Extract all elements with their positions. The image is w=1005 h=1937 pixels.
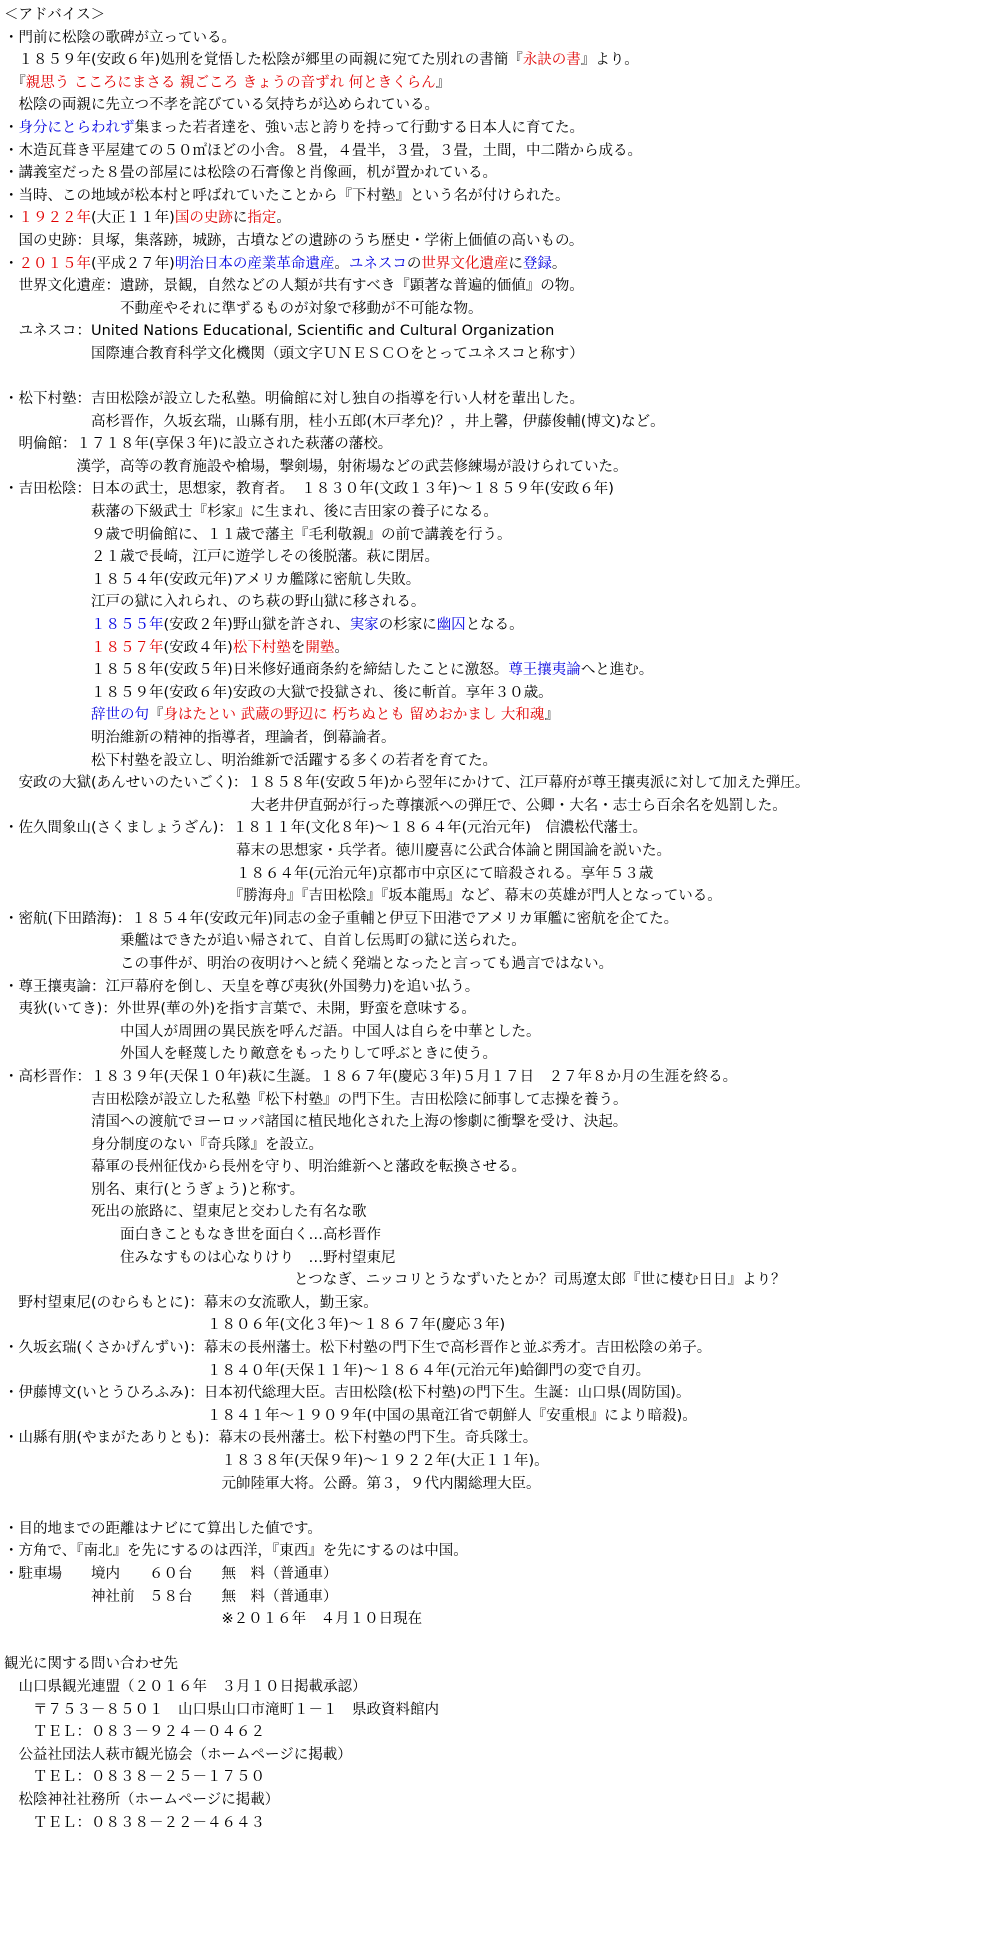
text-segment: 中国人が周囲の異民族を呼んだ語。中国人は自らを中華とした。 (4, 1023, 541, 1040)
text-segment: 夷狄(いてき)：外世界(華の外)を指す言葉で、未開，野蛮を意味する。 (4, 1001, 476, 1018)
text-segment: 。 (276, 210, 291, 227)
text-segment: ＴＥＬ：０８３８－２２－４６４３ (4, 1814, 265, 1831)
text-segment: に (508, 255, 523, 272)
text-segment: 』より。 (580, 52, 639, 69)
text-line (4, 1111, 999, 1134)
highlight-blue: 実家 (349, 617, 379, 634)
text-segment: を (290, 639, 306, 656)
text-line (4, 659, 999, 682)
highlight-red: 身はたとい 武蔵の野辺に 朽ちぬとも 留めおかまし 大和魂 (163, 707, 545, 724)
highlight-blue: 登録 (522, 255, 552, 272)
blank-line (4, 366, 999, 389)
advice-lines (4, 27, 999, 1835)
text-segment: 『 (149, 707, 164, 724)
text-segment: この事件が、明治の夜明けへと続く発端となったと言っても過言ではない。 (4, 955, 613, 972)
text-line (4, 275, 999, 298)
text-segment: 吉田松陰が設立した私塾『松下村塾』の門下生。吉田松陰に師事して志操を養う。 (4, 1091, 628, 1108)
text-line (4, 1043, 999, 1066)
text-segment: 。 (551, 255, 567, 272)
text-line (4, 1382, 999, 1405)
text-line (4, 704, 999, 727)
text-segment: ・ (4, 119, 19, 136)
text-segment: １８４０年(天保１１年)～１８６４年(元治元年)蛤御門の変で自刃。 (4, 1362, 651, 1379)
text-line (4, 727, 999, 750)
text-segment: ＴＥＬ：０８３８－２５－１７５０ (4, 1769, 265, 1786)
text-line (4, 501, 999, 524)
advice-document (4, 4, 999, 1834)
text-line (4, 637, 999, 660)
text-segment: １８０６年(文化３年)～１８６７年(慶応３年) (4, 1317, 506, 1334)
highlight-blue: １８５５年 (91, 617, 164, 634)
text-segment: 高杉晋作，久坂玄瑞，山縣有朋，桂小五郎(木戸孝允)？，井上馨，伊藤俊輔(博文)など。 (4, 413, 665, 430)
text-segment: ・松下村塾：吉田松陰が設立した私塾。明倫館に対し独自の指導を行い人材を輩出した。 (4, 391, 584, 408)
text-segment: 住みなすものは心なりけり …野村望東尼 (4, 1249, 396, 1266)
highlight-red: 親思う こころにまさる 親ごころ きょうの音ずれ 何ときくらん (25, 74, 436, 91)
text-segment: 野村望東尼(のむらもとに)：幕末の女流歌人，勤王家。 (4, 1294, 378, 1311)
text-segment: の (406, 255, 422, 272)
text-segment (4, 617, 91, 633)
text-line (4, 1812, 999, 1835)
text-line (4, 1744, 999, 1767)
text-line (4, 320, 999, 343)
text-segment: (平成２７年) (91, 255, 175, 272)
blank-line (4, 1495, 999, 1518)
text-segment: の杉家に (378, 617, 437, 634)
text-line (4, 998, 999, 1021)
highlight-blue: 幽囚 (436, 617, 466, 634)
text-line (4, 772, 999, 795)
text-line (4, 1066, 999, 1089)
highlight-blue: 身分にとらわれず (18, 119, 135, 136)
text-line (4, 546, 999, 569)
text-segment: 神社前 ５８台 無 料（普通車） (4, 1588, 338, 1605)
text-line (4, 72, 999, 95)
text-line (4, 1247, 999, 1270)
text-segment: 国際連合教育科学文化機関（頭文字ＵＮＥＳＣＯをとってユネスコと称す） (4, 345, 584, 362)
text-line (4, 343, 999, 366)
text-segment: ・尊王攘夷論：江戸幕府を倒し、天皇を尊び夷狄(外国勢力)を追い払う。 (4, 978, 480, 995)
text-segment: ・伊藤博文(いとうひろふみ)：日本初代総理大臣。吉田松陰(松下村塾)の門下生。生誕：山口県(周防国)。 (4, 1385, 691, 1402)
text-line (4, 253, 999, 276)
text-line (4, 1134, 999, 1157)
text-segment: 漢学，高等の教育施設や槍場，撃剣場，射術場などの武芸修練場が設けられていた。 (4, 458, 628, 475)
text-segment: 清国への渡航でヨーロッパ諸国に植民地化された上海の惨劇に衝撃を受け、決起。 (4, 1114, 628, 1131)
text-line (4, 298, 999, 321)
text-segment: 明治維新の精神的指導者，理論者，倒幕論者。 (4, 730, 396, 746)
text-segment: 公益社団法人萩市観光協会（ホームページに掲載） (4, 1746, 352, 1763)
text-segment: ２１歳で長崎，江戸に遊学しその後脱藩。萩に閉居。 (4, 549, 439, 566)
text-line (4, 1405, 999, 1428)
text-segment: ・門前に松陰の歌碑が立っている。 (4, 29, 236, 46)
text-line (4, 478, 999, 501)
text-segment: 身分制度のない『奇兵隊』を設立。 (4, 1136, 323, 1153)
text-segment: １８５４年(安政元年)アメリカ艦隊に密航し失敗。 (4, 571, 421, 588)
text-segment: 江戸の獄に入れられ、のち萩の野山獄に移される。 (4, 594, 426, 611)
text-line (4, 1766, 999, 1789)
text-segment: １８６４年(元治元年)京都市中京区にて暗殺される。享年５３歳 (4, 865, 654, 882)
text-segment: 元帥陸軍大将。公爵。第３，９代内閣総理大臣。 (4, 1475, 541, 1492)
text-segment: ・佐久間象山(さくましょうざん)：１８１１年(文化８年)～１８６４年(元治元年) 信濃松代藩士。 (4, 820, 647, 837)
text-line (4, 614, 999, 637)
text-line (4, 1789, 999, 1812)
text-line (4, 795, 999, 818)
text-segment: ・ (4, 210, 19, 227)
text-line (4, 162, 999, 185)
text-segment: １８５８年(安政５年)日米修好通商条約を締結したことに激怒。 (4, 662, 509, 679)
highlight-red: 開塾 (305, 639, 335, 656)
text-segment: 。 (334, 255, 349, 272)
text-line (4, 1699, 999, 1722)
text-line (4, 1224, 999, 1247)
text-segment: 乗艦はできたが追い帰されて、自首し伝馬町の獄に送られた。 (4, 933, 526, 950)
text-line (4, 117, 999, 140)
text-segment: １８３８年(天保９年)～１９２２年(大正１１年)。 (4, 1453, 549, 1469)
text-segment (4, 640, 91, 656)
highlight-red: 松下村塾 (232, 639, 291, 656)
text-line (4, 1586, 999, 1609)
text-line (4, 1314, 999, 1337)
text-segment: (大正１１年) (91, 210, 175, 227)
text-segment: となる。 (465, 617, 524, 634)
text-segment: 幕末の思想家・兵学者。徳川慶喜に公武合体論と開国論を説いた。 (4, 842, 671, 859)
text-line (4, 750, 999, 773)
text-segment: ・高杉晋作：１８３９年(天保１０年)萩に生誕。１８６７年(慶応３年)５月１７日 ２７年８か月の生涯を終る。 (4, 1068, 738, 1085)
text-segment: 安政の大獄(あんせいのたいごく)：１８５８年(安政５年)から翌年にかけて、江戸幕府が尊王攘夷派に対して加えた弾圧。 (4, 775, 810, 792)
text-line (4, 1179, 999, 1202)
text-segment: １８４１年～１９０９年(中国の黒竜江省で朝鮮人『安重根』により暗殺)。 (4, 1407, 697, 1424)
text-segment: ＴＥＬ：０８３－９２４－０４６２ (4, 1724, 265, 1741)
text-line (4, 817, 999, 840)
text-line (4, 49, 999, 72)
text-segment: 〒７５３－８５０１ 山口県山口市滝町１－１ 県政資料館内 (4, 1701, 439, 1718)
text-line (4, 885, 999, 908)
text-line (4, 1360, 999, 1383)
text-segment: に (232, 210, 248, 227)
text-line (4, 1563, 999, 1586)
text-segment: ・吉田松陰：日本の武士，思想家，教育者。 １８３０年(文政１３年)～１８５９年(安政６年) (4, 481, 614, 498)
text-line (4, 411, 999, 434)
text-line (4, 1450, 999, 1473)
text-line (4, 1201, 999, 1224)
text-line (4, 456, 999, 479)
text-line (4, 840, 999, 863)
text-line (4, 185, 999, 208)
text-segment: 面白きこともなき世を面白く…高杉晋作 (4, 1227, 381, 1244)
text-line (4, 388, 999, 411)
text-line (4, 1608, 999, 1631)
text-segment: 松陰神社社務所（ホームページに掲載） (4, 1791, 280, 1808)
text-segment: ・密航(下田踏海)：１８５４年(安政元年)同志の金子重輔と伊豆下田港でアメリカ軍艦に密航を企てた。 (4, 910, 679, 927)
highlight-red: 永訣の書 (522, 52, 581, 69)
text-line (4, 908, 999, 931)
text-segment (4, 707, 91, 723)
text-segment: 集まった若者達を、強い志と誇りを持って行動する日本人に育てた。 (134, 119, 584, 136)
text-segment: 松下村塾を設立し、明治維新で活躍する多くの若者を育てた。 (4, 752, 497, 769)
text-segment: ・目的地までの距離はナビにて算出した値です。 (4, 1520, 322, 1537)
text-segment: とつなぎ、ニッコリとうなずいたとか？司馬遼太郎『世に棲む日日』より？ (4, 1272, 786, 1289)
text-segment: ・方角で、『南北』を先にするのは西洋，『東西』を先にするのは中国。 (4, 1543, 468, 1560)
text-segment: ９歳で明倫館に、１１歳で藩主『毛利敬親』の前で講義を行う。 (4, 526, 512, 543)
text-line (4, 1721, 999, 1744)
text-line (4, 1292, 999, 1315)
text-segment: ・駐車場 境内 ６０台 無 料（普通車） (4, 1565, 338, 1582)
highlight-red: 世界文化遺産 (421, 255, 509, 272)
text-segment: 萩藩の下級武士『杉家』に生まれ、後に吉田家の養子になる。 (4, 504, 498, 521)
text-segment: １８５９年(安政６年)安政の大獄で投獄され、後に斬首。享年３０歳。 (4, 684, 553, 701)
highlight-red: 指定 (247, 210, 277, 227)
text-line (4, 1473, 999, 1496)
highlight-red: 国の史跡 (174, 210, 233, 227)
text-segment: 世界文化遺産：遺跡，景観，自然などの人類が共有すべき『顕著な普遍的価値』の物。 (4, 278, 584, 295)
text-segment: ※２０１６年 ４月１０日現在 (4, 1611, 423, 1628)
text-segment: ・講義室だった８畳の部屋には松陰の石膏像と肖像画，机が置かれている。 (4, 165, 497, 182)
highlight-red: ２０１５年 (18, 255, 91, 272)
text-line (4, 953, 999, 976)
text-segment: 死出の旅路に、望東尼と交わした有名な歌 (4, 1204, 367, 1221)
text-segment: 『勝海舟』『吉田松陰』『坂本龍馬』など、幕末の英雄が門人となっている。 (4, 888, 722, 905)
highlight-red: １８５７年 (91, 639, 164, 656)
text-line (4, 682, 999, 705)
text-line (4, 27, 999, 50)
text-line (4, 863, 999, 886)
text-line (4, 930, 999, 953)
highlight-blue: 尊王攘夷論 (508, 662, 581, 679)
text-segment: 外国人を軽蔑したり敵意をもったりして呼ぶときに使う。 (4, 1046, 497, 1063)
blank-line (4, 1631, 999, 1654)
text-line (4, 207, 999, 230)
text-segment: 大老井伊直弼が行った尊攘派への弾圧で、公卿・大名・志士ら百余名を処罰した。 (4, 797, 787, 814)
text-line (4, 1653, 999, 1676)
text-segment: 。 (334, 639, 349, 656)
text-segment: １８５９年(安政６年)処刑を覚悟した松陰が郷里の両親に宛てた別れの書簡『 (4, 52, 523, 69)
text-segment: 幕軍の長州征伐から長州を守り、明治維新へと藩政を転換させる。 (4, 1159, 526, 1176)
text-segment: 観光に関する問い合わせ先 (4, 1656, 178, 1673)
text-line (4, 140, 999, 163)
text-line (4, 1269, 999, 1292)
text-segment: (安政２年)野山獄を許され、 (163, 617, 350, 634)
text-segment: 国の史跡：貝塚，集落跡，城跡，古墳などの遺跡のうち歴史・学術上価値の高いもの。 (4, 232, 584, 249)
text-segment: (安政４年) (163, 639, 233, 656)
text-segment: ・木造瓦葺き平屋建ての５０㎡ほどの小舎。８畳，４畳半，３畳，３畳，土間，中二階から成る。 (4, 142, 642, 159)
text-line (4, 1337, 999, 1360)
text-line (4, 591, 999, 614)
text-line (4, 1518, 999, 1541)
text-segment: 』 (544, 707, 559, 724)
text-segment: ・久坂玄瑞(くさかげんずい)：幕末の長州藩士。松下村塾の門下生で高杉晋作と並ぶ秀才。吉田松陰の弟子。 (4, 1340, 712, 1357)
highlight-blue: ユネスコ (348, 255, 407, 272)
text-segment: 松陰の両親に先立つ不孝を詫びている気持ちが込められている。 (4, 97, 439, 114)
text-segment: 明倫館：１７１８年(享保３年)に設立された萩藩の藩校。 (4, 436, 393, 453)
text-segment: 』 (435, 74, 451, 91)
text-segment: へと進む。 (580, 662, 654, 679)
text-line (4, 1156, 999, 1179)
text-line (4, 94, 999, 117)
text-segment: ユネスコ：United Nations Educational, Scientific and Cultural Organization (4, 323, 555, 340)
highlight-blue: 辞世の句 (91, 707, 149, 724)
text-line (4, 230, 999, 253)
text-segment: 別名、東行(とうぎょう)と称す。 (4, 1181, 305, 1198)
text-line (4, 524, 999, 547)
text-segment: 山口県観光連盟（２０１６年 ３月１０日掲載承認） (4, 1678, 367, 1695)
text-line (4, 1427, 999, 1450)
text-segment: 不動産やそれに準ずるものが対象で移動が不可能な物。 (4, 300, 483, 317)
text-line (4, 569, 999, 592)
text-line (4, 1676, 999, 1699)
text-line (4, 1089, 999, 1112)
text-segment: 『 (4, 74, 26, 91)
text-line (4, 1540, 999, 1563)
highlight-red: １９２２年 (18, 210, 91, 227)
text-segment: ・ (4, 255, 19, 272)
text-segment: ・山縣有朋(やまがたありとも)：幕末の長州藩士。松下村塾の門下生。奇兵隊士。 (4, 1430, 538, 1447)
advice-header: ＜アドバイス＞ (4, 7, 106, 23)
text-line (4, 976, 999, 999)
text-segment: ・当時、この地域が松本村と呼ばれていたことから『下村塾』という名が付けられた。 (4, 187, 570, 204)
text-line (4, 1021, 999, 1044)
highlight-blue: 明治日本の産業革命遺産 (174, 255, 335, 272)
text-line (4, 433, 999, 456)
